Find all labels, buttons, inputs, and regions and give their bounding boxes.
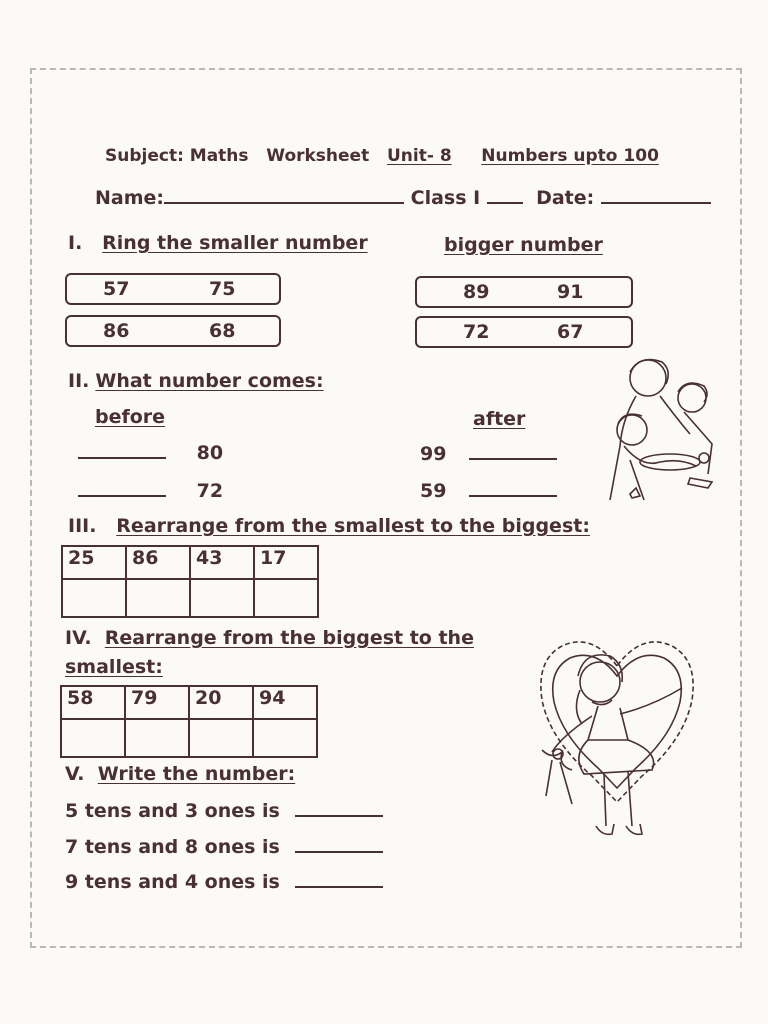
section1-right-title: bigger number <box>444 234 603 256</box>
biggest-to-smallest-table <box>60 685 318 758</box>
before-label: before <box>95 406 166 428</box>
date-field[interactable] <box>601 202 711 204</box>
section3-title: Rearrange from the smallest to the biggest: <box>116 515 590 537</box>
name-label: Name: <box>95 187 165 209</box>
topic-label: Numbers upto 100 <box>481 146 659 166</box>
write-number-row <box>65 800 383 822</box>
table-row <box>61 686 317 719</box>
section4-title-line2: smallest: <box>65 656 163 678</box>
name-field[interactable] <box>164 202 404 204</box>
box-number[interactable]: 68 <box>209 320 236 342</box>
section3-roman: III. <box>68 515 97 537</box>
box-number[interactable]: 89 <box>463 281 490 303</box>
section4-title-line1: Rearrange from the biggest to the <box>104 627 474 649</box>
table-cell: 17 <box>254 546 318 579</box>
box-number[interactable]: 67 <box>557 321 584 343</box>
box-number[interactable]: 86 <box>103 320 130 342</box>
smaller-box-1 <box>65 273 281 305</box>
subject-label: Subject: Maths <box>105 146 249 166</box>
after-row-2 <box>420 480 557 502</box>
section2-title: What number comes: <box>95 370 324 392</box>
info-line <box>95 187 711 209</box>
answer-cell[interactable] <box>125 719 189 757</box>
section2-roman: II. <box>68 370 90 392</box>
answer-cell[interactable] <box>62 579 126 617</box>
section1-left-title: Ring the smaller number <box>102 232 368 254</box>
section5-roman: V. <box>65 763 85 785</box>
answer-blank[interactable] <box>78 495 166 497</box>
children-illustration <box>600 350 722 510</box>
answer-cell[interactable] <box>189 719 253 757</box>
section5-heading <box>65 763 295 785</box>
table-cell: 94 <box>253 686 317 719</box>
section1-heading <box>68 232 368 254</box>
bigger-box-2 <box>415 316 633 348</box>
girl-heart-illustration <box>532 636 702 852</box>
write-number-prompt: 7 tens and 8 ones is <box>65 836 280 858</box>
before-number: 72 <box>196 480 224 502</box>
answer-cell[interactable] <box>253 719 317 757</box>
date-label: Date: <box>536 187 595 209</box>
answer-blank[interactable] <box>295 886 383 888</box>
section2-heading <box>68 370 324 392</box>
header-line <box>105 146 659 166</box>
table-row <box>62 546 318 579</box>
before-row-1 <box>78 442 223 464</box>
unit-label: Unit- 8 <box>386 146 452 166</box>
section4-roman: IV. <box>65 627 92 649</box>
answer-cell[interactable] <box>254 579 318 617</box>
bigger-box-1 <box>415 276 633 308</box>
table-row <box>61 719 317 757</box>
answer-blank[interactable] <box>469 495 557 497</box>
table-cell: 86 <box>126 546 190 579</box>
box-number[interactable]: 57 <box>103 278 130 300</box>
class-label: Class I <box>410 187 481 209</box>
section4-heading <box>65 624 474 682</box>
table-cell: 79 <box>125 686 189 719</box>
section3-heading <box>68 515 590 537</box>
box-number[interactable]: 75 <box>209 278 236 300</box>
answer-cell[interactable] <box>126 579 190 617</box>
box-number[interactable]: 72 <box>463 321 490 343</box>
table-cell: 25 <box>62 546 126 579</box>
smallest-to-biggest-table <box>61 545 319 618</box>
answer-cell[interactable] <box>190 579 254 617</box>
table-cell: 43 <box>190 546 254 579</box>
after-label: after <box>473 408 526 430</box>
section1-roman: I. <box>68 232 83 254</box>
write-number-row <box>65 836 383 858</box>
table-cell: 58 <box>61 686 125 719</box>
section5-title: Write the number: <box>97 763 296 785</box>
smaller-box-2 <box>65 315 281 347</box>
after-number: 99 <box>420 443 447 465</box>
after-number: 59 <box>420 480 447 502</box>
answer-blank[interactable] <box>295 851 383 853</box>
answer-blank[interactable] <box>295 815 383 817</box>
before-row-2 <box>78 480 223 502</box>
write-number-prompt: 9 tens and 4 ones is <box>65 871 280 893</box>
answer-blank[interactable] <box>78 457 166 459</box>
write-number-row <box>65 871 383 893</box>
table-cell: 20 <box>189 686 253 719</box>
answer-cell[interactable] <box>61 719 125 757</box>
answer-blank[interactable] <box>469 458 557 460</box>
box-number[interactable]: 91 <box>557 281 584 303</box>
class-field[interactable] <box>487 202 523 204</box>
write-number-prompt: 5 tens and 3 ones is <box>65 800 280 822</box>
worksheet-label: Worksheet <box>266 146 370 166</box>
after-row-1 <box>420 443 557 465</box>
before-number: 80 <box>196 442 224 464</box>
table-row <box>62 579 318 617</box>
